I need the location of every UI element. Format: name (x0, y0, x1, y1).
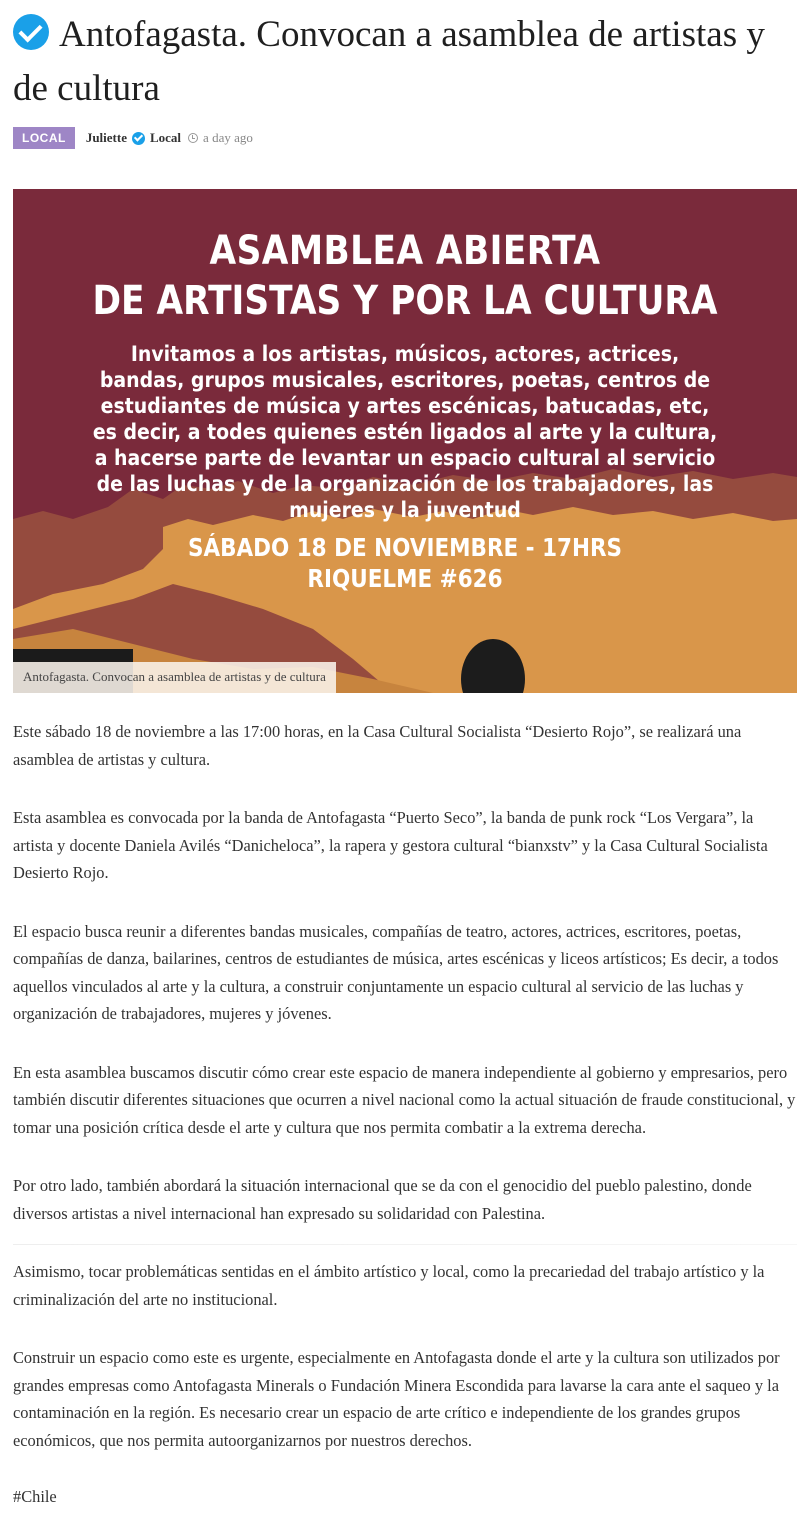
paragraph: En esta asamblea buscamos discutir cómo crear este espacio de manera independiente al gobierno y empresarios, pero también discutir diferentes situaciones que ocurren a nivel nacional como la actual situación de fraude constitucional, y tomar una posición crítica desde el arte y cultura que nos permita combatir a la extrema derecha. (13, 1062, 796, 1137)
clock-icon (188, 133, 198, 143)
divider (13, 1244, 797, 1245)
poster-address: RIQUELME #626 (307, 564, 503, 593)
poster-body: Invitamos a los artistas, músicos, actores, actrices, bandas, grupos musicales, escritores, poetas, centros de estudiantes de música y artes escénicas, batucadas, etc, es decir, a todes quienes estén ligados al arte y la cultura, a hacerse parte de levantar un espacio cultural al servicio de las luchas y de la organización de los trabajadores, las mujeres y la juventud (92, 342, 718, 522)
paragraph: Asimismo, tocar problemáticas sentidas en el ámbito artístico y local, como la precariedad del trabajo artístico y la criminalización del arte no institucional. (13, 1262, 765, 1309)
paragraph: Construir un espacio como este es urgente, especialmente en Antofagasta donde el arte y la cultura son utilizados por grandes empresas como Antofagasta Minerals o Fundación Minera Escondida para lavarse la cara ante el saqueo y la contaminación en la región. Es necesario crear un espacio de arte crítico e independiente de los grandes grupos económicos, que nos permita autoorganizarnos por nuestros derechos. (13, 1348, 780, 1450)
post-time: a day ago (203, 130, 253, 145)
verified-icon (132, 132, 145, 145)
tag-link[interactable]: #Chile (13, 1487, 57, 1506)
article-title-text: Antofagasta. Convocan a asamblea de artistas y de cultura (13, 14, 765, 109)
paragraph: Esta asamblea es convocada por la banda de Antofagasta “Puerto Seco”, la banda de punk rock “Los Vergara”, la artista y docente Daniela Avilés “Danicheloca”, la rapera y gestora cultural “bianxstv” y la Casa Cultural Socialista Desierto Rojo. (13, 808, 768, 882)
article-body (13, 718, 797, 1511)
hero-image[interactable] (13, 189, 797, 693)
poster-headline-2: DE ARTISTAS Y POR LA CULTURA (92, 278, 718, 324)
poster-date: SÁBADO 18 DE NOVIEMBRE - 17HRS (187, 533, 623, 562)
article-meta (13, 127, 253, 149)
paragraph: Por otro lado, también abordará la situación internacional que se da con el genocidio del pueblo palestino, donde diversos artistas a nivel internacional han expresado su solidaridad con Palestina. (13, 1176, 752, 1223)
verified-badge-icon (13, 14, 49, 50)
paragraph: El espacio busca reunir a diferentes bandas musicales, compañías de teatro, actores, actrices, escritores, poetas, compañías de danza, bailarines, centros de estudiantes de música, artes escénicas y liceos artísticos; Es decir, a todos aquellos vinculados al arte y la cultura, a construir conjuntamente un espacio cultural al servicio de las luchas y organización de trabajadores, mujeres y jóvenes. (13, 921, 779, 1023)
category-badge[interactable]: LOCAL (13, 127, 75, 149)
article-header (13, 8, 793, 116)
article-title (13, 8, 793, 116)
image-caption: Antofagasta. Convocan a asamblea de artistas y de cultura (13, 662, 336, 693)
author-name[interactable]: Juliette (85, 130, 127, 145)
paragraph: Este sábado 18 de noviembre a las 17:00 horas, en la Casa Cultural Socialista “Desierto Rojo”, se realizará una asamblea de artistas y cultura. (13, 722, 742, 769)
category-link[interactable]: Local (149, 130, 182, 145)
poster-headline-1: ASAMBLEA ABIERTA (209, 228, 601, 274)
